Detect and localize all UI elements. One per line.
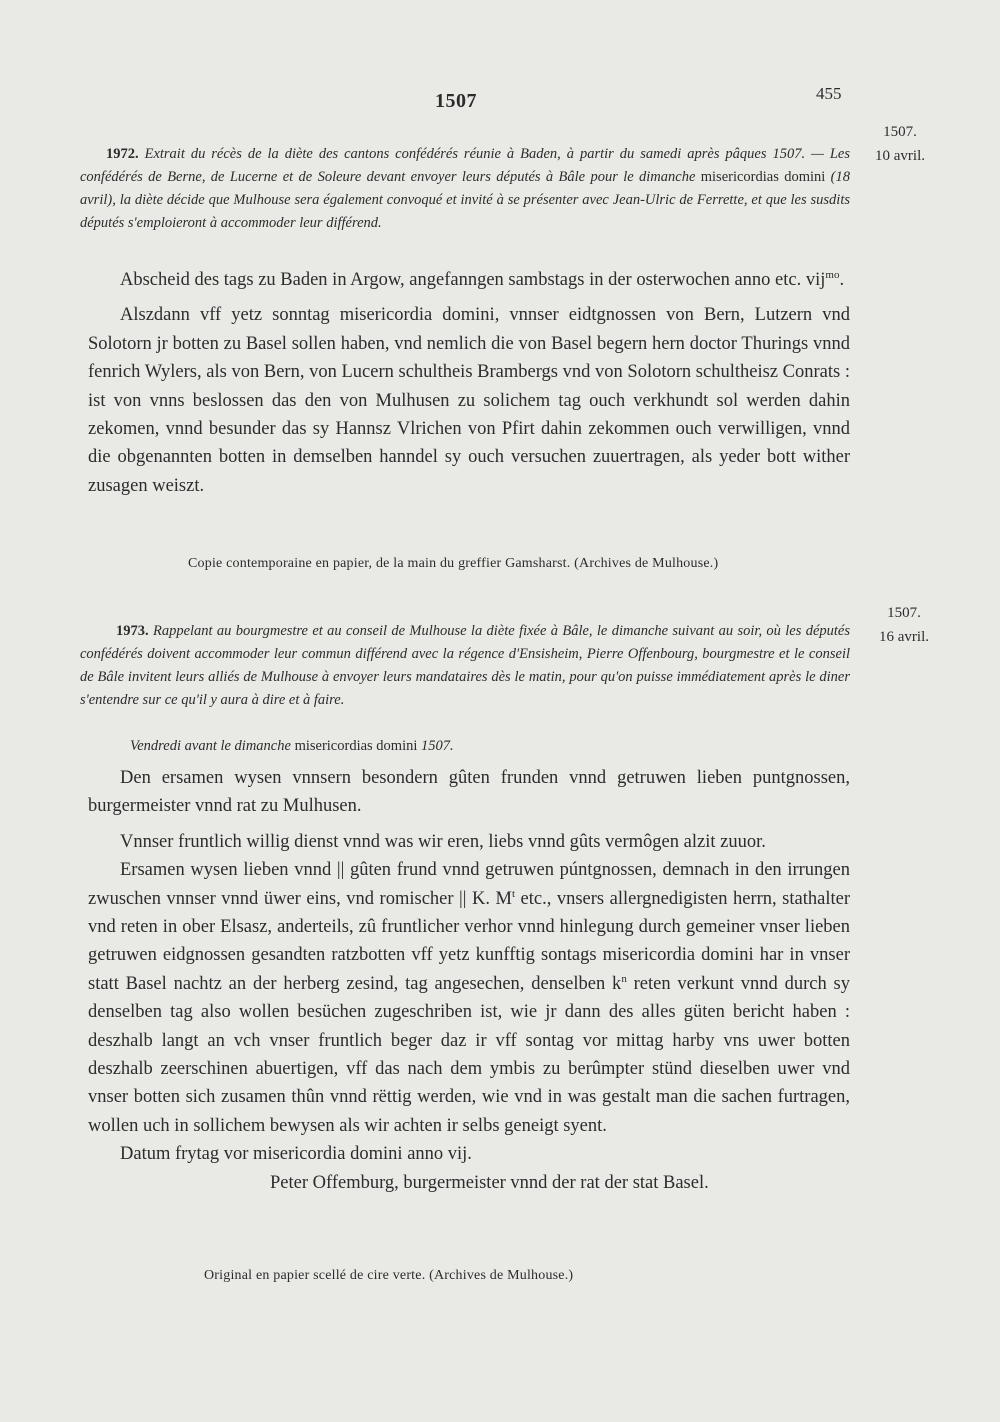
paragraph	[88, 856, 850, 1140]
text-run: reten verkunt vnnd durch sy denselben tag also wollen besüchen zugeschriben ist, wie jr dann des alles güten bericht haben : deszhalb langt an vch vnser fruntlich beger daz ir vff sontag vor mittag harby vns uwer botten deszhalb zeerschinen abuertigen, vff das nach dem ymbis zu berûmpter stünd dieselben uwer vnd vnser botten sich zusamen thûn vnnd rëttig werden, wie vnd in was gestalt man die sachen furtragen, wollen uch in sollichem bewysen als wir achten ir selbs geneigt syent.	[88, 973, 850, 1136]
paragraph	[88, 266, 850, 294]
superscript: n	[621, 972, 627, 985]
source-note-1972: Copie contemporaine en papier, de la main du greffier Gamsharst. (Archives de Mulhouse.)	[188, 556, 719, 571]
dateline-part: Vendredi avant le dimanche	[130, 738, 291, 754]
summary-1973	[80, 620, 850, 712]
paragraph: Alszdann vff yetz sonntag misericordia domini, vnnser eidtgnossen von Bern, Lutzern vnd Solotorn jr botten zu Basel sollen haben, vnd nemlich die von Basel begern hern doctor Thurings vnnd fenrich Wylers, als von Bern, von Lucern schultheis Brambergs vnd von Solotorn schultheisz Conrats : ist von vnns beslossen das den von Mulhusen zu solichem tag ouch verkhundt sol werden dahin zekomen, vnnd besunder das sy Hannsz Vlrichen von Pfirt dahin zekommen ouch verwilligen, vnnd die obgenannten botten in demselben hanndel sy ouch versuchen zuuertragen, als yeder bott wither zusagen weiszt.	[88, 305, 850, 496]
source-note-1973: Original en papier scellé de cire verte. (Archives de Mulhouse.)	[204, 1268, 574, 1283]
paragraph: Den ersamen wysen vnnsern besondern gûten frunden vnnd getruwen lieben puntgnossen, burgermeister vnnd rat zu Mulhusen.	[88, 768, 850, 817]
dateline-1973	[130, 735, 830, 758]
entry-number: 1973.	[116, 623, 149, 639]
summary-part: Extrait du récès de la diète des cantons confédérés réunie à Baden, à partir du samedi après pâques 1507. — Les confédérés de Berne, de Lucerne et de Soleure devant envoyer leurs députés à Bâle pour le dimanche	[80, 146, 851, 185]
running-year: 1507	[435, 90, 477, 112]
summary-roman: misericordias domini	[700, 169, 826, 185]
dateline-part: 1507.	[421, 738, 454, 754]
summary-part: (18 avril), la diète décide que Mulhouse sera également convoqué et invité à se présenter avec Jean-Ulric de Ferrette, et que les susdits députés s'emploieront à accommoder leur différend.	[80, 169, 851, 231]
page-number: 455	[816, 84, 842, 103]
superscript: mo	[825, 268, 840, 281]
text-run: Ersamen wysen lieben vnnd || gûten frund vnnd getruwen púntgnossen, demnach in den irrungen zwuschen vnnser vnnd üwer eins, vnd romischer || K. M	[88, 860, 850, 909]
signature-line: Peter Offemburg, burgermeister vnnd der rat der stat Basel.	[270, 1172, 709, 1193]
text-1973	[88, 764, 850, 1197]
summary-part: Rappelant au bourgmestre et au conseil de Mulhouse la diète fixée à Bâle, le dimanche suivant au soir, où les députés confédérés doivent accommoder leur commun différend avec la régence d'Ensisheim, Pierre Offenbourg, bourgmestre et le conseil de Bâle invitent leurs alliés de Mulhouse à envoyer leurs mandataires dès le matin, pour qu'on puisse immédiatement après le diner s'entendre sur ce qu'il y aura à dire et à faire.	[80, 623, 850, 708]
entry-number: 1972.	[106, 146, 139, 162]
margin-date-year: 1507.	[887, 605, 921, 621]
margin-date-1973	[866, 601, 942, 649]
margin-date-day: 16 avril.	[879, 629, 929, 645]
text-run: .	[839, 270, 845, 290]
text-run: Abscheid des tags zu Baden in Argow, angefanngen sambstags in der osterwochen anno etc. vij	[120, 270, 826, 290]
paragraph: Vnnser fruntlich willig dienst vnnd was wir eren, liebs vnnd gûts vermôgen alzit zuuor.	[120, 831, 766, 852]
text-run: etc., vnsers allergnedigisten herrn, stathalter vnd reten in ober Elsasz, anderteils, zû fruntlicher verhor vnnd hinlegung durch gemeiner vnser lieben getruwen eidgnossen gesandten ratzbotten vff yetz kunfftig sontags misericordia domini har in vnser statt Basel nachtz an der herberg zesind, tag angesechen, denselben k	[88, 888, 850, 994]
paragraph: Datum frytag vor misericordia domini anno vij.	[120, 1144, 472, 1165]
margin-date-year: 1507.	[883, 124, 917, 140]
summary-1972	[80, 143, 850, 235]
dateline-roman: misericordias domini	[294, 738, 418, 754]
text-1972	[88, 266, 850, 500]
superscript: t	[511, 887, 515, 900]
margin-date-1972	[862, 120, 938, 168]
margin-date-day: 10 avril.	[875, 148, 925, 164]
